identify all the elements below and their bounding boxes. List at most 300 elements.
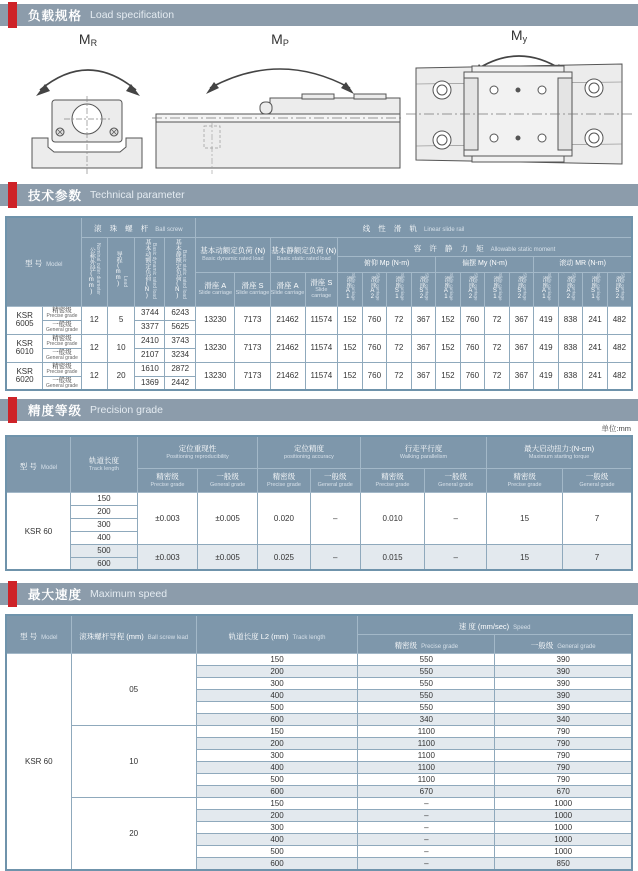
data-cell	[235, 334, 270, 362]
data-cell	[362, 306, 387, 334]
cell-text: 滚 珠 螺 杆	[94, 224, 152, 234]
data-cell	[196, 810, 358, 822]
header-cell	[137, 468, 197, 492]
cell-text: 760	[367, 371, 382, 381]
cell-text: 838	[563, 315, 578, 325]
cell-text: 3377	[140, 322, 159, 332]
data-cell	[338, 334, 363, 362]
cell-text: 一般级	[444, 472, 467, 482]
cell-text: 390	[556, 667, 570, 677]
data-cell	[196, 738, 358, 750]
cell-text: 定位重现性	[178, 444, 217, 454]
cell-text: 152	[441, 343, 455, 353]
cell-text: 0.015	[382, 552, 403, 562]
data-cell	[6, 362, 43, 390]
data-cell	[360, 544, 424, 570]
cell-subtext: Slide carriage	[375, 272, 381, 301]
data-cell	[436, 362, 461, 390]
data-cell	[387, 306, 412, 334]
cell-text: 11574	[310, 315, 333, 325]
header-cell	[425, 468, 487, 492]
cell-text: 基本静额定负荷(N)	[174, 239, 181, 299]
cell-text: 滑座 S	[310, 277, 333, 287]
cell-text: 419	[539, 343, 553, 353]
cell-text: 790	[556, 727, 570, 737]
cell-text: 600	[270, 715, 284, 725]
cell-text: 13230	[204, 315, 227, 325]
cell-text: 1610	[140, 364, 159, 374]
cell-text: 行走平行度	[404, 444, 443, 454]
cell-text: 790	[556, 751, 570, 761]
cell-subtext: positioning accuracy	[284, 454, 334, 460]
data-cell	[43, 334, 81, 348]
data-cell	[495, 822, 632, 834]
cell-text: 400	[270, 763, 284, 773]
cell-subtext: Slide carriage	[350, 272, 356, 301]
cell-text: 72	[394, 315, 404, 325]
data-cell	[460, 334, 485, 362]
cell-text: 05	[129, 685, 139, 695]
header-cell	[71, 615, 196, 654]
cell-subtext: Precise grade	[46, 368, 78, 375]
header-cell	[562, 468, 632, 492]
header-cell	[6, 217, 81, 306]
cell-text: ±0.003	[155, 513, 180, 523]
cell-text: 550	[419, 655, 433, 665]
cell-text: 200	[270, 667, 284, 677]
cell-text: 1000	[554, 811, 573, 821]
cell-text: 3744	[140, 308, 159, 318]
data-cell	[607, 362, 632, 390]
data-cell	[71, 726, 196, 798]
header-cell	[305, 272, 338, 306]
cell-subtext: Precise grade	[375, 481, 410, 488]
cell-text: 760	[465, 343, 480, 353]
header-cell	[6, 615, 71, 654]
data-cell	[6, 654, 71, 870]
data-cell	[165, 362, 196, 376]
data-cell	[362, 334, 387, 362]
cell-subtext: Allowable static moment	[490, 246, 556, 253]
header-cell	[196, 272, 235, 306]
cell-text: 300	[270, 823, 284, 833]
cell-text: 精密级	[272, 472, 296, 482]
cell-text: KSR 60	[24, 526, 53, 536]
cell-text: 150	[97, 494, 111, 504]
cell-text: 300	[97, 520, 111, 530]
data-cell	[436, 306, 461, 334]
cell-subtext: Precise grade	[421, 644, 459, 651]
cell-text: 滑座 S	[241, 280, 264, 290]
header-cell	[358, 615, 632, 635]
data-cell	[43, 376, 81, 390]
cell-subtext: Model	[46, 261, 63, 268]
cell-text: 5625	[171, 322, 190, 332]
header-cell	[487, 436, 632, 468]
data-cell	[460, 362, 485, 390]
data-cell	[495, 726, 632, 738]
cell-subtext: Precise grade	[266, 481, 301, 488]
cell-text: 1100	[417, 775, 435, 785]
data-cell	[534, 362, 559, 390]
header-cell	[387, 272, 412, 306]
data-cell	[358, 726, 495, 738]
data-cell	[487, 492, 563, 544]
data-cell	[358, 822, 495, 834]
cell-text: 12	[89, 371, 99, 381]
cell-text: –	[333, 513, 338, 523]
header-cell	[258, 436, 361, 468]
data-cell	[165, 320, 196, 334]
cell-text: 滑座S2	[614, 276, 621, 301]
cell-subtext: General grade	[557, 644, 596, 651]
rail-body	[156, 122, 400, 168]
data-cell	[358, 654, 495, 666]
cell-text: 367	[514, 315, 529, 325]
cell-text: 670	[419, 787, 433, 797]
mr-label: MR	[78, 31, 98, 48]
cell-subtext: Track length	[292, 634, 326, 641]
cell-text: 6243	[171, 308, 190, 318]
header-cell	[235, 272, 270, 306]
data-cell	[509, 334, 534, 362]
data-cell	[70, 505, 137, 518]
cell-text: 150	[270, 655, 284, 665]
cell-text: 790	[556, 763, 570, 773]
data-cell	[387, 362, 412, 390]
data-cell	[107, 334, 135, 362]
data-cell	[558, 334, 583, 362]
header-cell	[107, 237, 135, 306]
data-cell	[196, 834, 358, 846]
data-cell	[81, 362, 107, 390]
cell-text: 10	[116, 343, 126, 353]
cell-subtext: Precise grade	[507, 481, 542, 488]
cell-subtext: Slide carriage	[399, 272, 405, 301]
cell-text: 200	[97, 507, 111, 517]
data-cell	[338, 306, 363, 334]
cell-text: KSR	[16, 339, 33, 348]
data-cell	[81, 334, 107, 362]
header-cell	[165, 237, 196, 306]
cell-text: 1000	[554, 823, 573, 833]
data-cell	[358, 786, 495, 798]
data-cell	[137, 492, 197, 544]
data-cell	[270, 362, 305, 390]
cell-subtext: 6020	[15, 375, 34, 385]
data-cell	[270, 306, 305, 334]
cell-subtext: Walking parallelism	[399, 454, 448, 460]
cell-text: 滑座A2	[565, 276, 572, 301]
cell-text: 241	[588, 343, 602, 353]
data-cell	[310, 492, 360, 544]
cell-text: –	[424, 799, 429, 809]
diagram-pitch-moment	[152, 26, 404, 178]
data-cell	[411, 334, 436, 362]
cell-text: 600	[270, 787, 284, 797]
data-cell	[495, 774, 632, 786]
cell-text: 滑座S2	[418, 276, 425, 301]
cell-text: 基本动额定负荷(N)	[143, 239, 150, 299]
cell-text: 760	[367, 315, 382, 325]
data-cell	[135, 306, 165, 320]
cell-text: 21462	[276, 343, 299, 353]
cell-text: 滑座S1	[491, 276, 498, 301]
data-cell	[387, 334, 412, 362]
cell-text: 5	[118, 315, 124, 325]
cell-text: 72	[394, 371, 404, 381]
data-cell	[107, 306, 135, 334]
cell-text: 滑座A2	[467, 276, 474, 301]
cell-text: 滑座 A	[204, 280, 227, 290]
cell-text: 500	[97, 546, 111, 556]
cell-text: 1100	[417, 739, 435, 749]
data-cell	[6, 334, 43, 362]
data-cell	[305, 306, 338, 334]
section-title-en: Load specification	[90, 9, 175, 21]
mr-arc-arrow	[40, 70, 136, 90]
data-cell	[495, 666, 632, 678]
cell-text: 152	[343, 315, 357, 325]
cell-text: 367	[514, 371, 529, 381]
data-cell	[196, 678, 358, 690]
data-cell	[358, 714, 495, 726]
cell-text: 13230	[204, 371, 227, 381]
data-cell	[135, 348, 165, 362]
cell-text: 0.020	[273, 513, 294, 523]
data-cell	[196, 846, 358, 858]
data-cell	[358, 846, 495, 858]
cell-text: 一般级	[323, 472, 347, 482]
data-cell	[196, 750, 358, 762]
cell-text: 20	[116, 371, 126, 381]
cell-subtext: General grade	[579, 481, 615, 488]
cell-text: 一般级	[216, 472, 239, 482]
cell-subtext: Track length	[88, 466, 119, 472]
data-cell	[495, 798, 632, 810]
cell-text: 精密级	[156, 472, 179, 482]
section-title-zh: 精度等级	[28, 404, 83, 419]
cell-text: –	[453, 552, 458, 562]
data-cell	[198, 544, 258, 570]
cell-text: 760	[367, 343, 382, 353]
header-cell	[534, 272, 559, 306]
section-title-zh: 负载规格	[28, 9, 83, 23]
cell-text: 482	[612, 315, 627, 325]
cell-text: 367	[416, 343, 431, 353]
moment-diagrams	[0, 26, 638, 178]
cell-text: 419	[539, 371, 553, 381]
data-cell	[196, 822, 358, 834]
header-cell	[607, 272, 632, 306]
cell-text: 760	[465, 371, 480, 381]
cell-text: 精密级	[52, 362, 72, 370]
cell-subtext: Precise grade	[46, 340, 78, 347]
cell-subtext: Slide carriage	[270, 290, 305, 297]
cell-text: 300	[270, 679, 284, 689]
catalog-page	[0, 4, 638, 869]
cell-text: 600	[97, 559, 111, 569]
cell-text: 390	[556, 679, 570, 689]
cell-text: 精密级	[52, 306, 72, 314]
cell-text: 400	[97, 533, 111, 543]
data-cell	[425, 492, 487, 544]
cell-subtext: Slide carriage	[198, 290, 233, 297]
cell-text: ±0.003	[155, 552, 180, 562]
data-cell	[495, 690, 632, 702]
data-cell	[305, 362, 338, 390]
cell-text: 790	[556, 739, 570, 749]
header-cell	[583, 272, 608, 306]
data-cell	[358, 666, 495, 678]
data-cell	[425, 544, 487, 570]
section-header-speed	[0, 583, 638, 605]
cell-text: 一般级	[52, 376, 72, 384]
cell-text: 152	[343, 343, 357, 353]
data-cell	[235, 306, 270, 334]
data-cell	[358, 738, 495, 750]
data-cell	[362, 362, 387, 390]
cell-text: 一般级	[52, 320, 72, 328]
cell-text: 390	[556, 655, 570, 665]
header-cell	[338, 237, 632, 256]
mr-arrow-left	[36, 84, 50, 96]
cell-text: 精密级	[381, 472, 404, 482]
data-cell	[358, 858, 495, 870]
data-cell	[305, 334, 338, 362]
data-cell	[509, 306, 534, 334]
header-cell	[362, 272, 387, 306]
cell-text: 838	[563, 343, 578, 353]
data-cell	[358, 774, 495, 786]
cell-text: 容 许 静 力 矩	[413, 243, 487, 253]
data-cell	[196, 306, 235, 334]
cell-subtext: Positioning reproducibility	[166, 454, 229, 460]
data-cell	[495, 846, 632, 858]
data-cell	[495, 762, 632, 774]
cell-text: 340	[556, 715, 570, 725]
cell-text: 0.010	[382, 513, 403, 523]
data-cell	[411, 306, 436, 334]
cell-subtext: Slide carriage	[473, 272, 479, 301]
data-cell	[358, 834, 495, 846]
header-cell	[358, 635, 495, 654]
header-cell	[310, 468, 360, 492]
data-cell	[81, 306, 107, 334]
cell-text: 滑座 A	[276, 280, 299, 290]
cell-text: 偏摆 My (N-m)	[462, 259, 508, 267]
data-cell	[607, 306, 632, 334]
data-cell	[43, 320, 81, 334]
data-cell	[358, 798, 495, 810]
cell-subtext: Slide carriage	[448, 272, 454, 301]
data-cell	[235, 362, 270, 390]
red-accent-bar	[8, 397, 17, 423]
cell-text: 500	[270, 775, 284, 785]
cell-text: 482	[612, 371, 627, 381]
data-cell	[107, 362, 135, 390]
cell-text: –	[424, 835, 429, 845]
data-cell	[196, 786, 358, 798]
data-cell	[70, 544, 137, 557]
cell-text: 1000	[554, 835, 573, 845]
header-cell	[135, 237, 165, 306]
header-cell	[360, 436, 486, 468]
cell-subtext: Precise grade	[150, 481, 185, 488]
cell-text: 600	[270, 859, 284, 869]
data-cell	[495, 810, 632, 822]
data-cell	[495, 678, 632, 690]
header-cell	[360, 468, 424, 492]
cell-text: 390	[556, 691, 570, 701]
cell-subtext: Ball screw	[155, 227, 183, 234]
cell-text: 1100	[417, 727, 435, 737]
data-cell	[43, 306, 81, 320]
cell-text: 滑座S2	[516, 276, 523, 301]
data-cell	[135, 334, 165, 348]
cell-text: 419	[539, 315, 553, 325]
cell-text: 一般级	[52, 348, 72, 356]
cell-text: 2107	[140, 350, 159, 360]
data-cell	[495, 786, 632, 798]
cell-subtext: Maximum starting torque	[528, 454, 590, 460]
data-cell	[196, 762, 358, 774]
cell-text: 13230	[204, 343, 227, 353]
cell-text: 型 号	[19, 461, 37, 471]
data-cell	[196, 666, 358, 678]
header-cell	[411, 272, 436, 306]
cell-text: 340	[419, 715, 433, 725]
data-cell	[70, 518, 137, 531]
cell-text: 482	[612, 343, 627, 353]
section-title-en: Maximum speed	[90, 588, 168, 601]
cell-subtext: Nominal outer diameter	[95, 243, 102, 295]
cell-text: 11574	[310, 343, 333, 353]
cell-text: 7173	[243, 315, 262, 325]
cell-subtext: Basic static rated load	[181, 250, 188, 299]
header-cell	[258, 468, 311, 492]
header-cell	[338, 272, 363, 306]
cell-text: 滚动 MR (N-m)	[559, 259, 606, 267]
data-cell	[583, 334, 608, 362]
cell-subtext: Slide carriage	[497, 272, 503, 301]
data-cell	[562, 544, 632, 570]
data-cell	[358, 690, 495, 702]
cell-text: 1000	[554, 799, 573, 809]
cell-text: 基本动额定负荷 (N)	[200, 246, 266, 256]
cell-text: 滑座A1	[540, 276, 547, 301]
carriage-tab-2	[354, 94, 386, 99]
mp-arc-arrow	[210, 69, 350, 88]
cell-subtext: Precise grade	[46, 312, 78, 319]
cell-text: 241	[588, 315, 602, 325]
cell-text: 500	[270, 703, 284, 713]
cell-subtext: Ball screw lead	[147, 634, 189, 641]
cell-text: 670	[556, 787, 570, 797]
cell-subtext: Speed	[513, 625, 531, 632]
cell-text: 1000	[554, 847, 573, 857]
header-cell	[485, 272, 510, 306]
data-cell	[509, 362, 534, 390]
data-cell	[436, 334, 461, 362]
header-cell	[338, 256, 436, 272]
cell-subtext: Slide carriage	[235, 290, 270, 297]
cell-text: 滑座S1	[393, 276, 400, 301]
data-cell	[583, 306, 608, 334]
cell-text: –	[424, 847, 429, 857]
header-cell	[509, 272, 534, 306]
cell-text: 滑座A2	[369, 276, 376, 301]
